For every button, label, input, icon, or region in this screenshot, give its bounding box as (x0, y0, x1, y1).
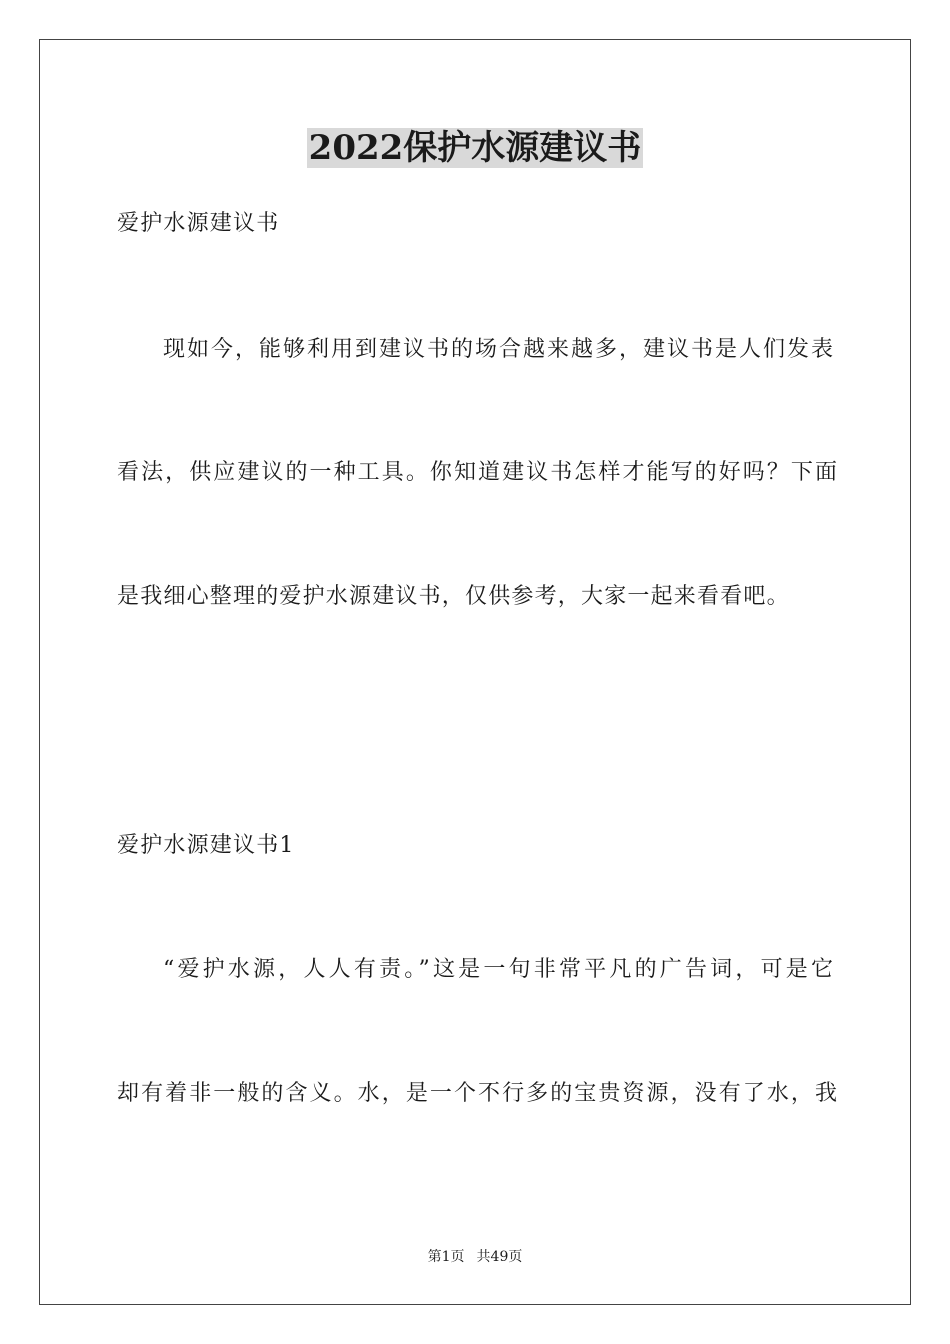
paragraph-line: 看法，供应建议的一种工具。你知道建议书怎样才能写的好吗？下面 (117, 460, 837, 485)
document-title (0, 124, 950, 172)
section-heading: 爱护水源建议书1 (117, 833, 295, 858)
page-footer (0, 1247, 950, 1267)
paragraph-line: 却有着非一般的含义。水，是一个不行多的宝贵资源，没有了水，我 (117, 1081, 837, 1106)
document-title-text: 2022保护水源建议书 (308, 128, 642, 168)
page-total: 共49页 (476, 1249, 523, 1265)
document-subtitle: 爱护水源建议书 (117, 211, 280, 236)
paragraph-line: 是我细心整理的爱护水源建议书，仅供参考，大家一起来看看吧。 (117, 584, 790, 609)
paragraph-line: 现如今，能够利用到建议书的场合越来越多，建议书是人们发表 (163, 337, 833, 362)
paragraph-line: “爱护水源，人人有责。”这是一句非常平凡的广告词，可是它 (163, 957, 833, 982)
page-number: 第1页 (427, 1249, 465, 1265)
